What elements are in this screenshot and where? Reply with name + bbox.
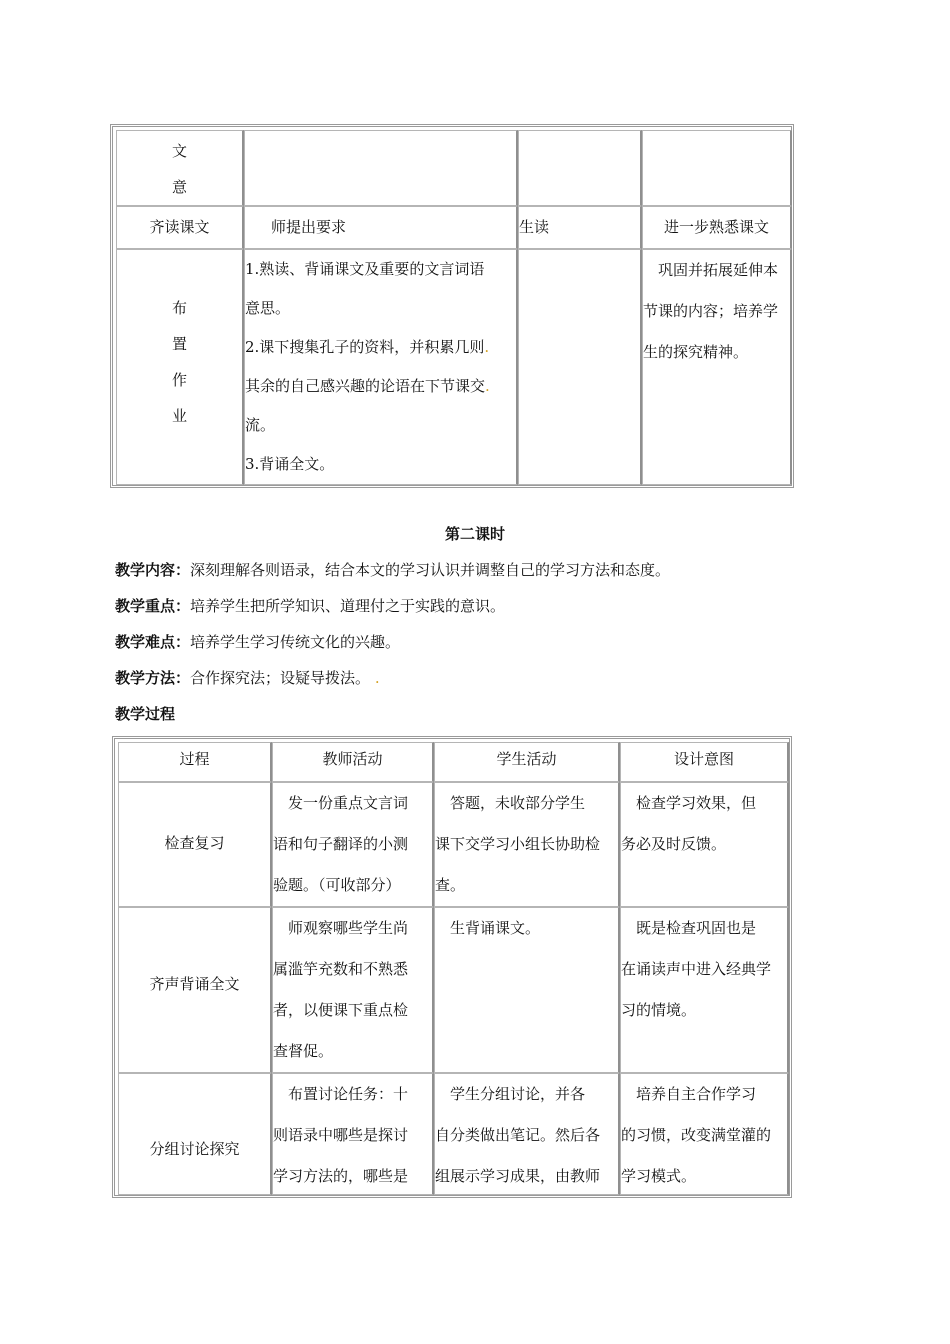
table-cell <box>518 249 642 485</box>
table-cell: 师观察哪些学生尚 属滥竽充数和不熟悉 者，以便课下重点检 查督促。 <box>272 907 434 1073</box>
process-label: 教学过程 <box>115 705 176 723</box>
table-cell <box>518 130 642 206</box>
table-cell: 答题，未收部分学生 课下交学习小组长协助检 查。 <box>434 782 620 907</box>
table-cell: 培养自主合作学习 的习惯，改变满堂灌的 学习模式。 <box>620 1073 789 1195</box>
teaching-method: 教学方法：合作探究法；设疑导拨法。 . <box>115 669 380 687</box>
table-cell: 既是检查巩固也是 在诵读声中进入经典学 习的情境。 <box>620 907 789 1073</box>
table-row: 分组讨论探究 <box>118 1073 272 1195</box>
table-cell: 师提出要求 <box>244 206 518 249</box>
table-cell: 学生分组讨论，并各 自分类做出笔记。然后各 组展示学习成果，由教师 <box>434 1073 620 1195</box>
homework-table <box>110 124 794 488</box>
table-cell: 检查学习效果，但 务必及时反馈。 <box>620 782 789 907</box>
table-cell: 巩固并拓展延伸本 节课的内容；培养学 生的探究精神。 <box>642 249 792 485</box>
table-row: 齐声背诵全文 <box>118 907 272 1073</box>
table-cell <box>244 130 518 206</box>
table-cell <box>642 130 792 206</box>
table-cell: 齐读课文 <box>116 206 244 249</box>
table-header-process: 过程 <box>118 742 272 782</box>
process-table <box>112 736 792 1198</box>
section-title: 第二课时 <box>444 525 505 543</box>
table-cell: 发一份重点文言词 语和句子翻译的小测 验题。（可收部分） <box>272 782 434 907</box>
table-cell: 生读 <box>518 206 642 249</box>
table-cell: 布置讨论任务：十 则语录中哪些是探讨 学习方法的，哪些是 <box>272 1073 434 1195</box>
table-cell: 文 意 <box>116 130 244 206</box>
table-header-intent: 设计意图 <box>620 742 789 782</box>
teaching-content: 教学内容：深刻理解各则语录，结合本文的学习认识并调整自己的学习方法和态度。 <box>115 561 671 579</box>
table-row: 检查复习 <box>118 782 272 907</box>
table-cell: 进一步熟悉课文 <box>642 206 792 249</box>
table-cell: 1.熟读、背诵课文及重要的文言词语 意思。 2.课下搜集孔子的资料，并积累几则. 其余的自己感兴趣的论语在下节课交. 流。 3.背诵全文。 <box>244 249 518 485</box>
teaching-focus: 教学重点：培养学生把所学知识、道理付之于实践的意识。 <box>115 597 506 615</box>
table-header-student: 学生活动 <box>434 742 620 782</box>
teaching-difficulty: 教学难点：培养学生学习传统文化的兴趣。 <box>115 633 401 651</box>
table-cell: 布 置 作 业 <box>116 249 244 485</box>
table-cell: 生背诵课文。 <box>434 907 620 1073</box>
table-header-teacher: 教师活动 <box>272 742 434 782</box>
